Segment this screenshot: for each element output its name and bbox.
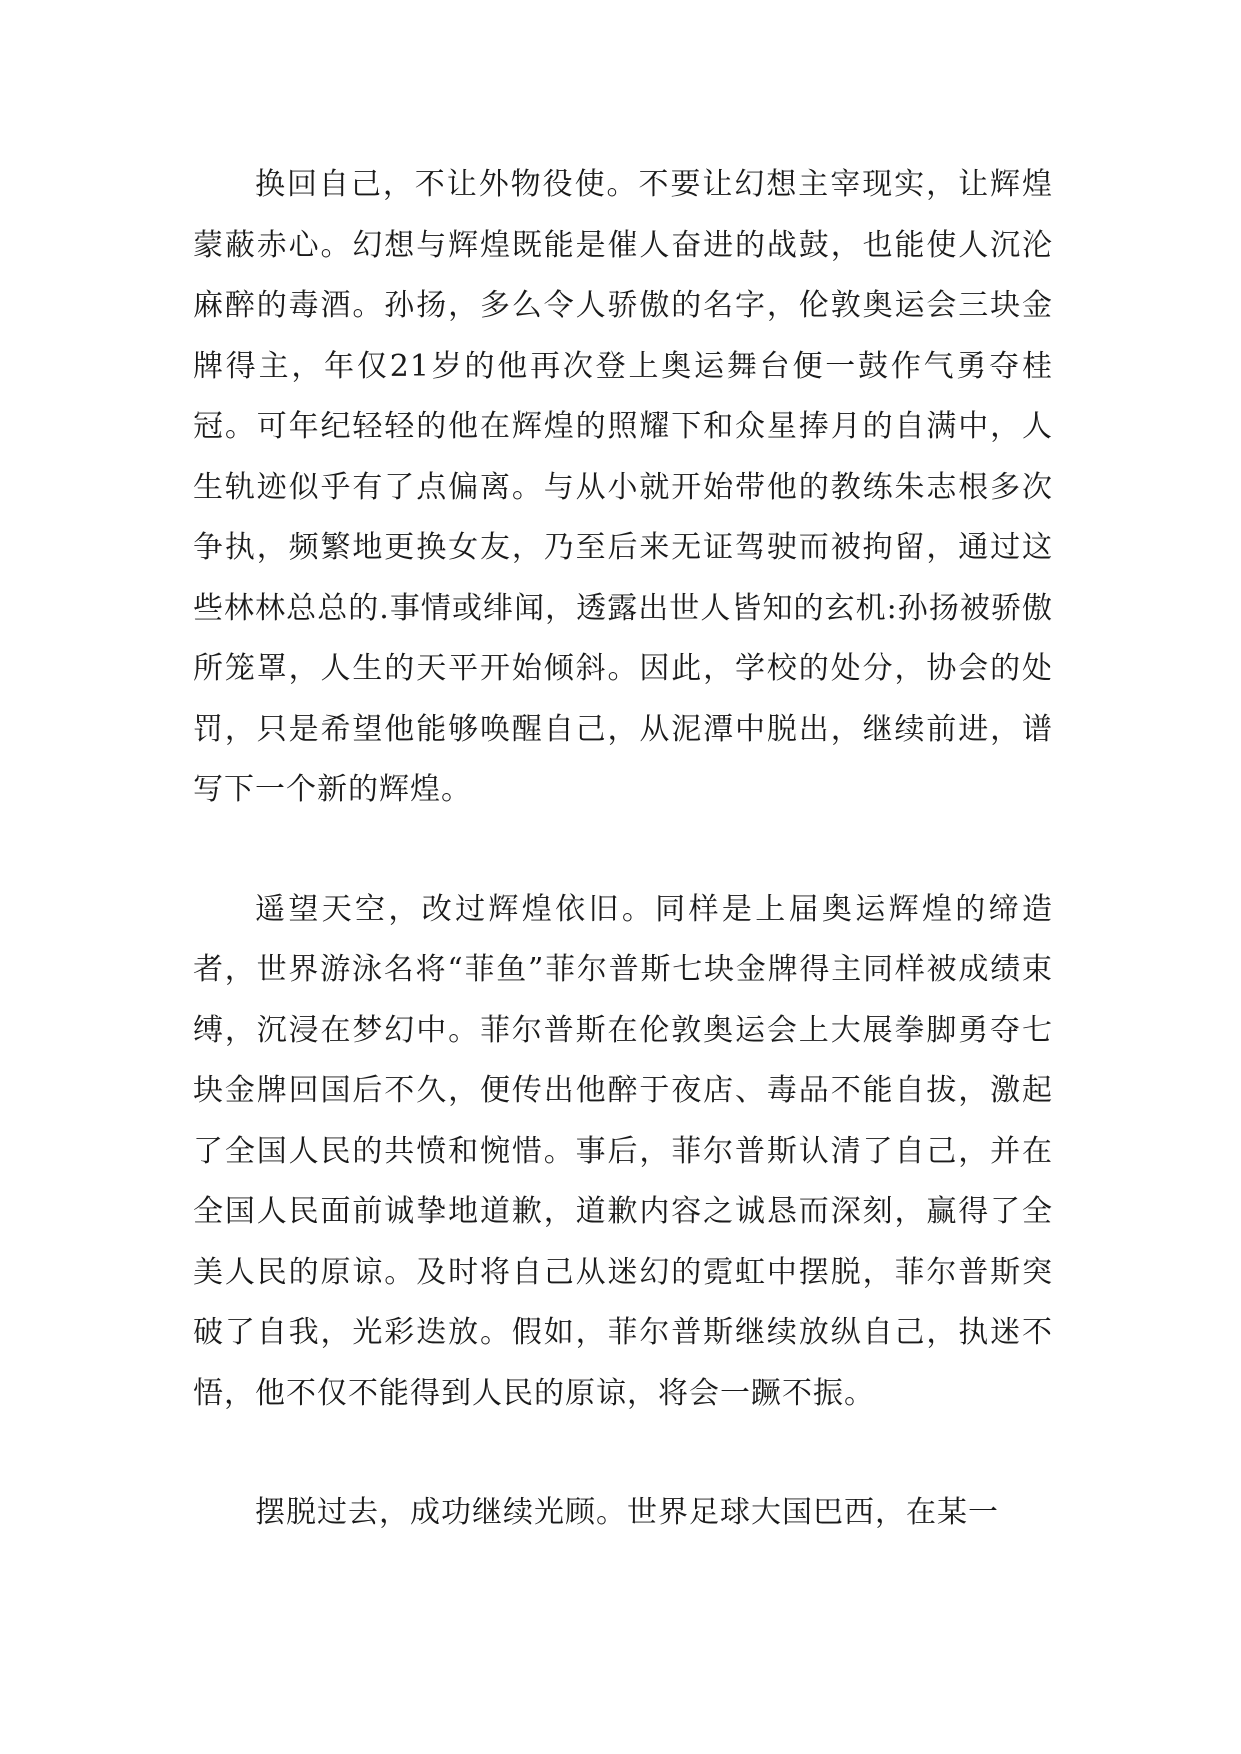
paragraph-3: 摆脱过去，成功继续光顾。世界足球大国巴西，在某一 [255,1495,999,1530]
document-body [193,155,1053,1603]
paragraph-2: 遥望天空，改过辉煌依旧。同样是上届奥运辉煌的缔造者，世界游泳名将“菲鱼”菲尔普斯七块金牌得主同样被成绩束缚，沉浸在梦幻中。菲尔普斯在伦敦奥运会上大展拳脚勇夺七块金牌回国后不久，便传出他醉于夜店、毒品不能自拔，激起了全国人民的共愤和惋惜。事后，菲尔普斯认清了自己，并在全国人民面前诚挚地道歉，道歉内容之诚恳而深刻，赢得了全美人民的原谅。及时将自己从迷幻的霓虹中摆脱，菲尔普斯突破了自我，光彩迭放。假如，菲尔普斯继续放纵自己，执迷不悟，他不仅不能得到人民的原谅，将会一蹶不振。 [193,891,1053,1411]
paragraph-1: 换回自己，不让外物役使。不要让幻想主宰现实，让辉煌蒙蔽赤心。幻想与辉煌既能是催人奋进的战鼓，也能使人沉沦麻醉的毒酒。孙扬，多么令人骄傲的名字，伦敦奥运会三块金牌得主，年仅21岁的他再次登上奥运舞台便一鼓作气勇夺桂冠。可年纪轻轻的他在辉煌的照耀下和众星捧月的自满中，人生轨迹似乎有了点偏离。与从小就开始带他的教练朱志根多次争执，频繁地更换女友，乃至后来无证驾驶而被拘留，通过这些林林总总的.事情或绯闻，透露出世人皆知的玄机:孙扬被骄傲所笼罩，人生的天平开始倾斜。因此，学校的处分，协会的处罚，只是希望他能够唤醒自己，从泥潭中脱出，继续前进，谱写下一个新的辉煌。 [193,167,1053,807]
